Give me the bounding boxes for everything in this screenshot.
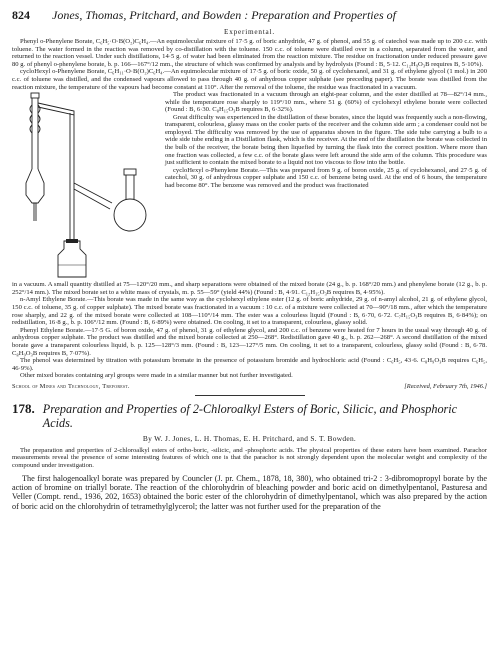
paragraph-other-borates: Other mixed borates containing aryl groups were made in a similar manner but not further investigated. <box>20 372 293 380</box>
paragraph-phenol-titration: The phenol was determined by titration with potassium bromate in the presence of potassium bromide and hydrochloric acid (Found : C₆H₅, 43·6. C₈H₉O₃B requires C₆H₅, 46·9%). <box>12 357 487 372</box>
page-header <box>12 8 487 23</box>
article-authors: By W. J. Jones, L. H. Thomas, E. H. Pritchard, and S. T. Bowden. <box>142 433 357 443</box>
received-date: [Received, February 7th, 1946.] <box>404 382 487 390</box>
distillation-apparatus-figure <box>12 91 162 281</box>
side-tube-icon <box>70 113 74 241</box>
section-title: Experimental. <box>224 28 275 36</box>
collection-bottle-icon <box>58 241 86 277</box>
paragraph-cyclohexyl-prep: cycloHexyl o-Phenylene Borate.—This was prepared from 9 g. of boron oxide, 25 g. of cyclohexanol, and 27·5 g. of catechol, 30 g. of anhydrous copper sulphate and 150 c.c. of benzene being used. At the end of 6 hours, the temperature had become 80°. The benzene was removed and the product was fractionated <box>165 166 487 189</box>
paragraph-fractionation: The product was fractionated in a vacuum through an eight-pear column, and the ester distilled at 78—82°/14 mm., while the temperature rose sharply to 119°/10 mm., where 51 g. (60%) of cyclohexyl ethylene borate were collected (Found : B, 6·30. C₈H₁₅O₃B requires B, 6·32%). <box>165 91 487 114</box>
paragraph-phenyl-phenylene-borate: Phenyl o-Phenylene Borate, C₆H₅·O·B(O₂)C₆H₄.—An equimolecular mixture of 17·5 g. of boric anhydride, 47 g. of phenol, and 55 g. of catechol was made up to 200 c.c. with toluene. The water formed in the reaction was removed by co-distillation with the toluene. 150 c.c. of toluene were distilled over in a column, separated from the water, and returned to the reaction vessel. Under such distillations, 14·5 g. of water had been eliminated from the reaction mixture. The residue on fractionation under reduced pressure gave 80 g. of phenyl o-phenylene borate, b. p. 166—167°/12 mm., the structure of which was confirmed by analysis and by hydrolysis (Found : B, 5·12. C₁₂H₉O₃B requires B, 5·10%). <box>12 38 487 68</box>
paragraph-cyclohexyl-phenylene-borate: cycloHexyl o-Phenylene Borate, C₆H₁₁·O·B(O₂)C₆H₄.—An equimolecular mixture of 17·5 g. of boric oxide, 50 g. of cyclohexanol, and 31 g. of ethylene glycol (1 mol.) in 200 c.c. of toluene was distilled, and the condensed vapours allowed to pass through 40 g. of anhydrous copper sulphate (see preceding paper). The borate was distilled from the reaction mixture, the temperature of the vapours had become constant at 110°. After the removal of the toluene, the residue was fractionated in a vacuum. <box>12 68 487 91</box>
article-title: Preparation and Properties of 2-Chloroalkyl Esters of Boric, Silicic, and Phosphoric Acids. <box>42 401 458 430</box>
column-icon <box>32 98 38 169</box>
article-heading <box>12 402 487 430</box>
running-title: Jones, Thomas, Pritchard, and Bowden : Preparation and Properties of <box>52 8 396 22</box>
article-abstract: The preparation and properties of 2-chloroalkyl esters of ortho-boric, -silicic, and -phosphoric acids. The physical properties of these esters have been examined. Parachor measurements reveal the presence of some interesting features of which one is that the parachor is not strongly dependent upon the molecular weight and complexity of the compound under investigation. <box>12 446 487 470</box>
apparatus-drawing <box>12 91 162 281</box>
page-number: 824 <box>12 8 30 22</box>
article-number: 178. <box>12 400 35 416</box>
side-arm-icon <box>38 103 74 115</box>
column-bulb-icon <box>26 169 44 203</box>
paragraph-phenyl-ethylene-borate: Phenyl Ethylene Borate.—17·5 G. of boron oxide, 47 g. of phenol, 31 g. of ethylene glycol, and 200 c.c. of benzene were heated for 7 hours in the usual way through 40 g. of anhydrous copper sulphate. The product was distilled and the mixed borate collected at 250—268°. Redistillation gave 40 g., b. p. 262—268°. A second distillation of the mixed borate gave a transparent colourless liquid, b. p. 125—128°/3 mm. (Found : B, 123—127°/5 mm. On cooling, it set to a transparent, colourless, glassy solid (Found : B, 6·78. C₈H₉O₃B requires B, 7·07%). <box>12 326 487 357</box>
figure-side-text <box>162 91 487 281</box>
paragraph-amyl-ethylene-borate: n-Amyl Ethylene Borate.—This borate was made in the same way as the cyclohexyl ethylene ester (12 g. of boric anhydride, 29 g. of n-amyl alcohol, 21 g. of ethylene glycol, 150 c.c. of toluene, 35 g. of copper sulphate). The mixed borate was fractionated in a vacuum : 10 c.c. of a mixture were collected at 70—90°/18 mm., after which the temperature rose sharply, and 22 g. of the mixed borate were collected at 108—110°/14 mm. The ester was a colourless liquid (Found : B, 6·70, 6·72. C₇H₁₅O₃B requires B, 6·84%); on redistillation, 16·8 g., b. p. 106°/12 mm. (Found : B, 6·89%) were obtained. On cooling, it set to a transparent, colourless, glassy solid. <box>12 296 487 327</box>
paragraph-distillation-difficulty: Great difficulty was experienced in the distillation of these borates, since the liquid was frequently such a non-flowing, transparent, colourless, glassy mass on the cooler parts of the receiver and the column side arm ; a condenser could not be employed. The difficulty was removed by the use of apparatus shown in the figure. The side tube carrying a bulb to a wide side tube ending in a Distillation flask, which is the receiver. At the end of the distillation the borate was collected in the bulb of the receiver, the borate being then liquefied by turning the flask into the correct position. Where more than one fraction was collected, a few c.c. of the borate glass were left around the side arm of the column. This procedure was just sufficient to contain the mixed borate to a liquid not too viscous to flow into the bottle. <box>165 113 487 167</box>
affiliation-row <box>12 383 487 390</box>
receiver-flask-icon <box>114 199 146 231</box>
paragraph-vacuum-fraction: in a vacuum. A small quantity distilled at 75—120°/20 mm., and sharp separations were obtained of the mixed borate (24 g., b. p. 168°/20 mm.) and phenylene borate (12 g., b. p. 252°/14 mm.). The mixed borate set to a white mass of crystals, m. p. 55—59° (yield 44%) (Found : B, 4·91. C₁₂H₁₅O₃B requires B, 4·95%). <box>12 281 487 296</box>
stopper-icon <box>31 93 39 98</box>
figure-section <box>12 91 487 281</box>
section-divider <box>195 395 305 396</box>
affiliation: School of Mines and Technology, Treforest. <box>12 382 130 390</box>
article-body-paragraph: The first halogenoalkyl borate was prepared by Councler (J. pr. Chem., 1878, 18, 380), who obtained tri-2 : 3-dibromopropyl borate by the action of bromine on triallyl borate. The reaction of the chlorohydrin of bleaching powder and boric acid on dimethylpentanol, Pasturesa and Veller (Compt. rend., 1936, 202, 1653) obtained the boric ester of the chlorohydrin of dimethylpentanol, which was also prepared by the action of boric acid on the chlorohydrin of tetramethylglycerol; the latter was not further used for the preparation of the <box>12 473 487 511</box>
